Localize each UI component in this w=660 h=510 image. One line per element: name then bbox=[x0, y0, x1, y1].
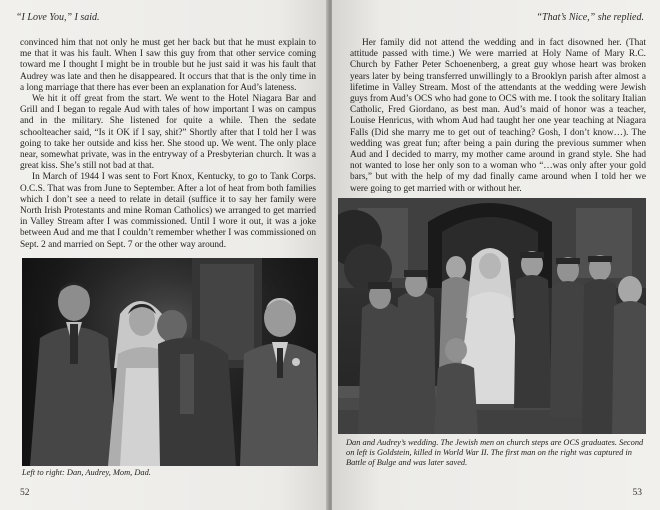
wedding-photo bbox=[338, 198, 646, 434]
left-body-text bbox=[20, 38, 316, 251]
right-page bbox=[332, 0, 660, 510]
right-photo-caption: Dan and Audrey’s wedding. The Jewish men on church steps are OCS graduates. Second on left is Goldstein, killed in World War II. The first man on the right was captured in Battle of Bulge and was later saved. bbox=[346, 438, 644, 468]
left-paragraph-2: We hit it off great from the start. We went to the Hotel Niagara Bar and Grill and I began to regale Aud with tales of how important I was on campus and in the military. She listened for quite a while. Then the sedate schoolteacher said, “Is it OK if I say, shit?” Shortly after that I told her I was going to take her outside and kiss her. She stood up. We went. The only place near, somewhat private, was in the entryway of a Presbyterian church. It was a great kiss. She’s still not bad at that. bbox=[20, 94, 316, 172]
right-paragraph-1: Her family did not attend the wedding and in fact disowned her. (That attitude passed with time.) We were married at Holy Name of Mary R.C. Church by Father Peter Schoenenberg, a great guy whose heart was broken years later by being transferred unwillingly to a Brooklyn parish after almost a lifetime in Valley Stream. Most of the attendants at the wedding were Jewish guys from Aud’s OCS who had gone to OCS with me. I took the solitary Italian Catholic, Fred Giordano, as best man. Aud’s maid of honor was a teacher, Louise Henricus, with whom Aud had taught her one year teaching at Niagara Falls (Did she marry me to get out of teaching? Gosh, I don’t know…). The wedding was great fun; after being a pain during the previous summer when Aud and I decided to marry, my mother came around in grand style. She had not wanted to lose her only son to a woman who “…was only after your gold bars,” but with the help of my dad finally came around when I told her we were going to get married with or without her. bbox=[350, 38, 646, 194]
left-page-number: 52 bbox=[20, 488, 30, 498]
family-photo bbox=[22, 258, 318, 466]
left-photo-caption: Left to right: Dan, Audrey, Mom, Dad. bbox=[22, 468, 151, 477]
left-page bbox=[0, 0, 328, 510]
right-page-number: 53 bbox=[632, 488, 642, 498]
left-running-header: “I Love You,” I said. bbox=[16, 12, 100, 23]
left-paragraph-1: convinced him that not only he must get her back but that he must explain to me that it was his fault. When I saw this guy from that other service coming toward me I thought I might be in trouble but he just said it was his fault that Audrey was late and then he disappeared. It occurs that that is the only time in a long marriage that there has ever been an explanation for Aud’s lateness. bbox=[20, 38, 316, 93]
right-running-header: “That’s Nice,” she replied. bbox=[536, 12, 644, 23]
right-body-text bbox=[350, 38, 646, 195]
left-paragraph-3: In March of 1944 I was sent to Fort Knox, Kentucky, to go to Tank Corps. O.C.S. That was from June to September. After a lot of heat from both families which I don’t see a need to relate in detail (suffice it to say her family were North Irish Protestants and mine Roman Catholics) we arranged to get married in Valley Stream after I was commissioned. Until I wore it out, it was a joke between Aud and me that I couldn’t remember whether I was commissioned on Sept. 2 and married on Sept. 7 or the other way around. bbox=[20, 172, 316, 250]
